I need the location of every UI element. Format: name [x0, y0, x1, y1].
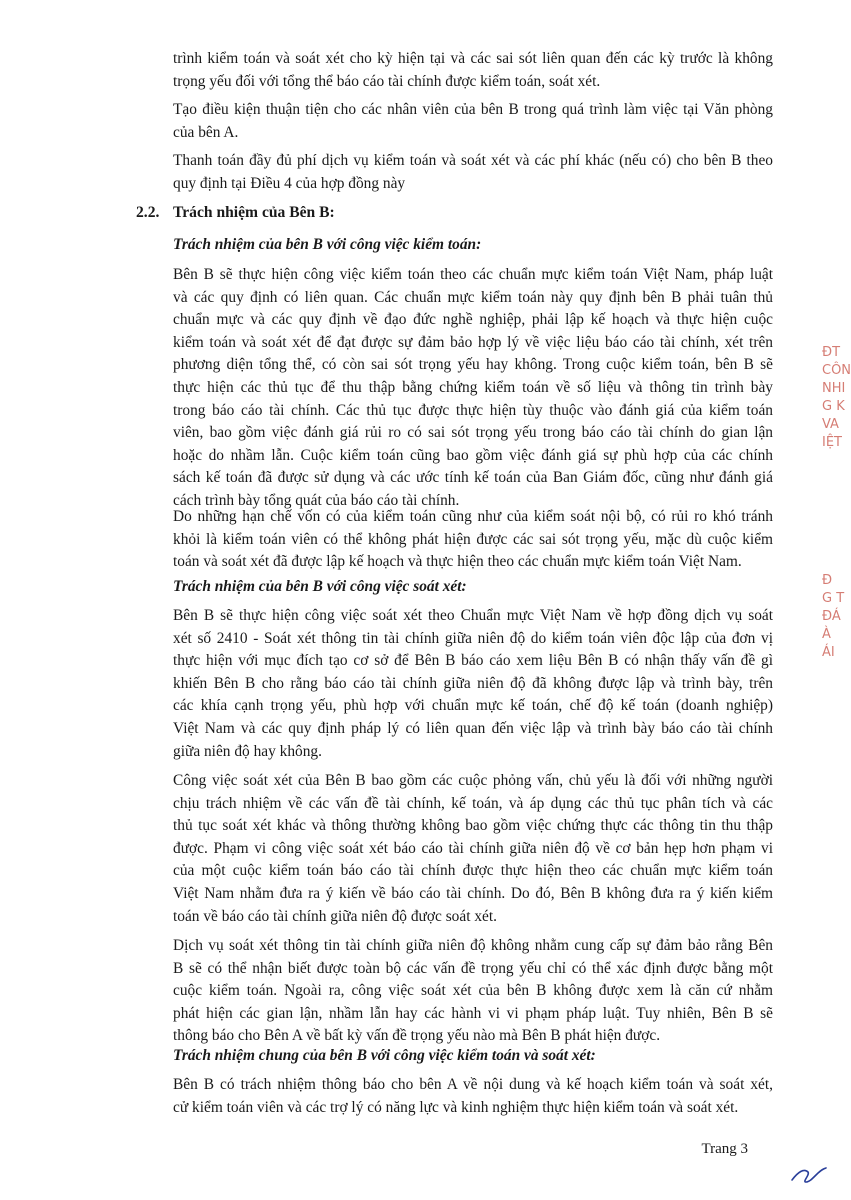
section-title: Trách nhiệm của Bên B:	[173, 204, 335, 221]
text-line: cử kiểm toán viên và các trợ lý có năng lực và kinh nghiệm thực hiện kiểm toán và soát xét.	[173, 1098, 739, 1116]
text-line: của một cuộc kiểm toán báo cáo tài chính được thực hiện theo các chuẩn mực kiểm toán	[173, 862, 773, 880]
seal-stamp-bottom	[822, 572, 848, 662]
text-line: thông báo cho Bên A về bất kỳ vấn đề trọng yếu nào mà Bên B phát hiện được.	[173, 1027, 661, 1045]
stamp-fragment: CÔN	[822, 363, 851, 378]
text-line: thủ tục soát xét khác và thông thường không bao gồm việc chứng thực các thông tin thu thập	[173, 817, 773, 835]
text-line: Dịch vụ soát xét thông tin tài chính giữa niên độ không nhằm cung cấp sự đảm bảo rằng Bên	[173, 937, 773, 954]
paragraph-facilitate	[173, 99, 773, 144]
text-line: Việt Nam nhằm đưa ra ý kiến về báo cáo tài chính. Do đó, Bên B không đưa ra ý kiến kiểm	[173, 884, 773, 902]
text-line: Bên B sẽ thực hiện công việc soát xét theo Chuẩn mực Việt Nam về hợp đồng dịch vụ soát	[173, 607, 773, 624]
stamp-fragment: VA	[822, 417, 839, 432]
text-line: toán về báo cáo tài chính giữa niên độ được soát xét.	[173, 907, 497, 925]
paragraph-audit-standards	[173, 264, 773, 513]
text-line: thực hiện các thủ tục để thu thập bằng chứng kiểm toán về số liệu và thông tin trình bày	[173, 378, 773, 396]
stamp-fragment: ĐÁ	[822, 609, 841, 624]
subheading-review: Trách nhiệm của bên B với công việc soát xét:	[173, 578, 467, 595]
subheading-general: Trách nhiệm chung của bên B với công việc kiểm toán và soát xét:	[173, 1047, 596, 1064]
text-line: Bên B sẽ thực hiện công việc kiểm toán theo các chuẩn mực kiểm toán Việt Nam, pháp luật	[173, 266, 773, 283]
text-line: Bên B có trách nhiệm thông báo cho bên A về nội dung và kế hoạch kiểm toán và soát xét,	[173, 1076, 773, 1093]
paragraph-review-scope	[173, 770, 773, 928]
paragraph-general-responsibility	[173, 1074, 773, 1119]
text-line: xét số 2410 - Soát xét thông tin tài chính giữa niên độ do kiểm toán viên độc lập của đơn vị	[173, 629, 773, 647]
text-line: hoặc do nhầm lẫn. Cuộc kiểm toán cũng bao gồm việc đánh giá sự phù hợp của các chính	[173, 446, 773, 464]
text-line: chuẩn mực và các quy định về đạo đức nghề nghiệp, phải lập kế hoạch và thực hiện cuộc	[173, 311, 773, 329]
text-line: cuộc kiểm toán. Ngoài ra, công việc soát xét của bên B không được xem là căn cứ nhằm	[173, 982, 773, 1000]
text-line: toán và soát xét đã được lập kế hoạch và thực hiện theo các chuẩn mực kiểm toán Việt Nam.	[173, 553, 742, 571]
text-line: viên, bao gồm việc đánh giá rủi ro có sai sót trọng yếu trong báo cáo tài chính do gian lận	[173, 424, 773, 442]
text-line: kiểm toán và soát xét để đạt được sự đảm bảo hợp lý về việc liệu báo cáo tài chính, xét trên	[173, 333, 773, 351]
text-line: Tạo điều kiện thuận tiện cho các nhân viên của bên B trong quá trình làm việc tại Văn phòng	[173, 101, 773, 118]
text-line: Thanh toán đầy đủ phí dịch vụ kiểm toán và soát xét và các phí khác (nếu có) cho bên B theo	[173, 152, 773, 169]
paragraph-continuation	[173, 48, 773, 93]
signature-mark	[788, 1158, 830, 1188]
stamp-fragment: G K	[822, 399, 845, 414]
paragraph-inherent-limits	[173, 506, 773, 574]
text-line: các khía cạnh trọng yếu, phù hợp với chuẩn mực kế toán, chế độ kế toán (doanh nghiệp)	[173, 697, 773, 715]
text-line: Công việc soát xét của Bên B bao gồm các cuộc phỏng vấn, chủ yếu là đối với những người	[173, 772, 773, 789]
paragraph-review-standards	[173, 605, 773, 763]
text-line: trọng yếu đối với tổng thể báo cáo tài chính được kiểm toán, soát xét.	[173, 72, 601, 90]
stamp-fragment: G T	[822, 591, 845, 606]
text-line: Việt Nam và các quy định pháp lý có liên quan đến việc lập và trình bày báo cáo tài chính	[173, 719, 773, 737]
text-line: cách trình bày tổng quát của báo cáo tài chính.	[173, 491, 460, 509]
page-number: Trang 3	[701, 1141, 748, 1157]
section-number: 2.2.	[136, 204, 160, 221]
seal-stamp-top	[822, 344, 851, 452]
text-line: trình kiểm toán và soát xét cho kỳ hiện tại và các sai sót liên quan đến các kỳ trước là không	[173, 50, 773, 67]
stamp-fragment: NHI	[822, 381, 846, 396]
paragraph-payment	[173, 150, 773, 195]
section-heading	[136, 204, 335, 222]
text-line: được. Phạm vi công việc soát xét báo cáo tài chính giữa niên độ về cơ bản hẹp hơn phạm vi	[173, 839, 773, 857]
text-line: khiến Bên B cho rằng báo cáo tài chính giữa niên độ đã không được lập và trình bày, trên	[173, 674, 773, 692]
text-line: trong báo cáo tài chính. Các thủ tục được thực hiện tùy thuộc vào đánh giá của kiểm toán	[173, 401, 773, 419]
text-line: giữa niên độ hay không.	[173, 742, 322, 760]
text-line: chịu trách nhiệm về các vấn đề tài chính, kế toán, và áp dụng các thủ tục phân tích và các	[173, 794, 773, 812]
text-line: sách kế toán đã được sử dụng và các ước tính kế toán của Ban Giám đốc, cũng như đánh giá	[173, 469, 773, 487]
paragraph-review-assurance	[173, 935, 773, 1048]
text-line: của bên A.	[173, 123, 239, 141]
stamp-fragment: IỆT	[822, 435, 842, 450]
text-line: khỏi là kiểm toán viên có thể không phát hiện được các sai sót trọng yếu, mặc dù cuộc kiểm	[173, 530, 773, 548]
stamp-fragment: Đ	[822, 573, 833, 588]
text-line: Do những hạn chế vốn có của kiểm toán cũng như của kiểm soát nội bộ, có rủi ro khó tránh	[173, 508, 773, 525]
text-line: thực hiện với mục đích tạo cơ sở để Bên B báo cáo xem liệu Bên B có nhận thấy vấn đề gì	[173, 652, 773, 670]
stamp-fragment: ÁI	[822, 645, 835, 660]
text-line: phát hiện các gian lận, nhầm lẫn hay các hành vi vi phạm pháp luật. Tuy nhiên, Bên B sẽ	[173, 1004, 773, 1022]
text-line: phương diện tổng thể, có còn sai sót trọng yếu hay không. Trong cuộc kiểm toán, bên B sẽ	[173, 356, 773, 374]
subheading-audit: Trách nhiệm của bên B với công việc kiểm toán:	[173, 236, 482, 253]
text-line: và các quy định có liên quan. Các chuẩn mực kiểm toán này quy định bên B phải tuân thủ	[173, 288, 773, 306]
text-line: quy định tại Điều 4 của hợp đồng này	[173, 174, 406, 192]
stamp-fragment: ĐT	[822, 345, 841, 360]
text-line: B sẽ có thể nhận biết được toàn bộ các vấn đề trọng yếu chỉ có thể xác định được bằng một	[173, 959, 773, 977]
stamp-fragment: À	[822, 627, 831, 642]
